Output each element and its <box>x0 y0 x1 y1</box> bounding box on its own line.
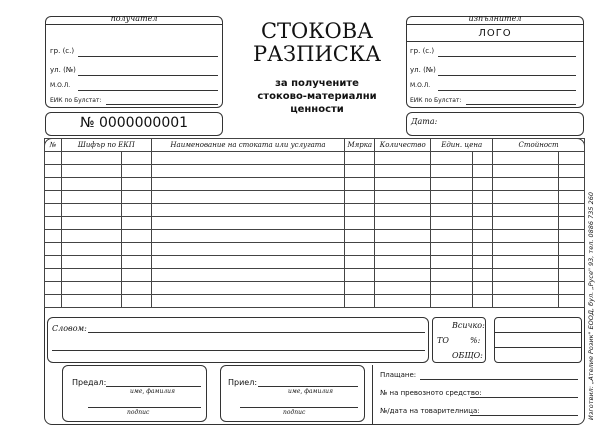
words-label: Словом: <box>52 324 87 333</box>
waybill-field[interactable] <box>470 415 578 416</box>
received-name-field[interactable] <box>258 386 358 387</box>
receiver-street-label: ул. (№) <box>50 66 76 74</box>
payment-label: Плащане: <box>380 371 417 379</box>
table-row[interactable] <box>45 282 585 295</box>
table-row[interactable] <box>45 152 585 165</box>
table-header-row <box>45 139 585 152</box>
handed-sign-field[interactable] <box>88 407 201 408</box>
supplier-header-line <box>406 24 584 25</box>
words-field-2[interactable] <box>52 350 425 351</box>
handed-label: Предал: <box>72 378 107 387</box>
col-header-unit: Мярка <box>345 139 375 152</box>
total-value-line <box>494 332 582 333</box>
receiver-eik-label: ЕИК по Булстат: <box>50 97 102 104</box>
items-table <box>44 138 585 308</box>
supplier-header: изпълнител <box>468 14 522 23</box>
waybill-label: №/дата на товарителница: <box>380 407 480 415</box>
payment-field[interactable] <box>420 379 578 380</box>
vat-value-line <box>494 347 582 348</box>
subtitle-line1: за получените <box>275 78 359 89</box>
received-sign-hint: подпис <box>283 409 306 416</box>
receiver-header-line <box>45 24 223 25</box>
vehicle-field[interactable] <box>470 397 578 398</box>
col-header-code: Шифър по ЕКП <box>61 139 151 152</box>
payment-divider <box>372 365 373 425</box>
receiver-eik-field[interactable] <box>106 104 218 105</box>
supplier-city-field[interactable] <box>438 56 576 57</box>
receiver-city-field[interactable] <box>78 56 218 57</box>
col-header-no: № <box>45 139 62 152</box>
printer-note: Изготвил: „Ателие Розик" ЕООД, бул. „Русе" 93, тел. 0886 735 260 <box>587 192 595 420</box>
title-line1: СТОКОВА <box>260 19 374 43</box>
receiver-mol-label: М.О.Л. <box>50 82 71 89</box>
vat-percent-label: %: <box>470 336 481 345</box>
words-field[interactable] <box>88 332 425 333</box>
col-header-price: Един. цена <box>431 139 493 152</box>
receiver-box <box>45 16 223 108</box>
table-row[interactable] <box>45 165 585 178</box>
table-row[interactable] <box>45 295 585 308</box>
supplier-logo-line <box>406 41 584 42</box>
totals-values-box[interactable] <box>494 317 582 363</box>
receiver-header: получател <box>110 14 158 23</box>
table-row[interactable] <box>45 256 585 269</box>
table-row[interactable] <box>45 217 585 230</box>
supplier-street-label: ул. (№) <box>410 66 436 74</box>
words-box <box>47 317 429 363</box>
table-row[interactable] <box>45 204 585 217</box>
supplier-eik-label: ЕИК по Булстат: <box>410 97 462 104</box>
date-label: Дата: <box>411 117 438 126</box>
receiver-mol-field[interactable] <box>78 90 218 91</box>
vat-label: ТО <box>437 336 449 345</box>
vehicle-label: № на превозното средство: <box>380 389 482 397</box>
receiver-street-field[interactable] <box>78 75 218 76</box>
supplier-mol-label: М.О.Л. <box>410 82 431 89</box>
supplier-eik-field[interactable] <box>466 104 576 105</box>
supplier-street-field[interactable] <box>438 75 576 76</box>
received-sign-field[interactable] <box>240 407 358 408</box>
grand-total-label: ОБЩО: <box>452 351 483 360</box>
col-header-name: Наименование на стоката или услугата <box>151 139 345 152</box>
total-label: Всичко: <box>452 321 485 330</box>
received-label: Приел: <box>228 378 258 387</box>
subtitle-line3: ценности <box>290 104 344 115</box>
supplier-city-label: гр. (с.) <box>410 47 435 55</box>
table-row[interactable] <box>45 178 585 191</box>
handed-sign-hint: подпис <box>127 409 150 416</box>
subtitle-line2: стоково-материални <box>257 91 377 102</box>
supplier-mol-field[interactable] <box>438 90 576 91</box>
col-header-qty: Количество <box>375 139 431 152</box>
receiver-city-label: гр. (с.) <box>50 47 75 55</box>
table-row[interactable] <box>45 230 585 243</box>
handed-name-hint: име, фамилия <box>130 388 175 395</box>
table-row[interactable] <box>45 191 585 204</box>
table-row[interactable] <box>45 269 585 282</box>
document-number: № 0000000001 <box>79 115 189 131</box>
title-line2: РАЗПИСКА <box>253 42 381 66</box>
supplier-logo: ЛОГО <box>478 28 512 39</box>
table-row[interactable] <box>45 243 585 256</box>
received-name-hint: име, фамилия <box>288 388 333 395</box>
handed-name-field[interactable] <box>106 386 201 387</box>
col-header-value: Стойност <box>493 139 585 152</box>
